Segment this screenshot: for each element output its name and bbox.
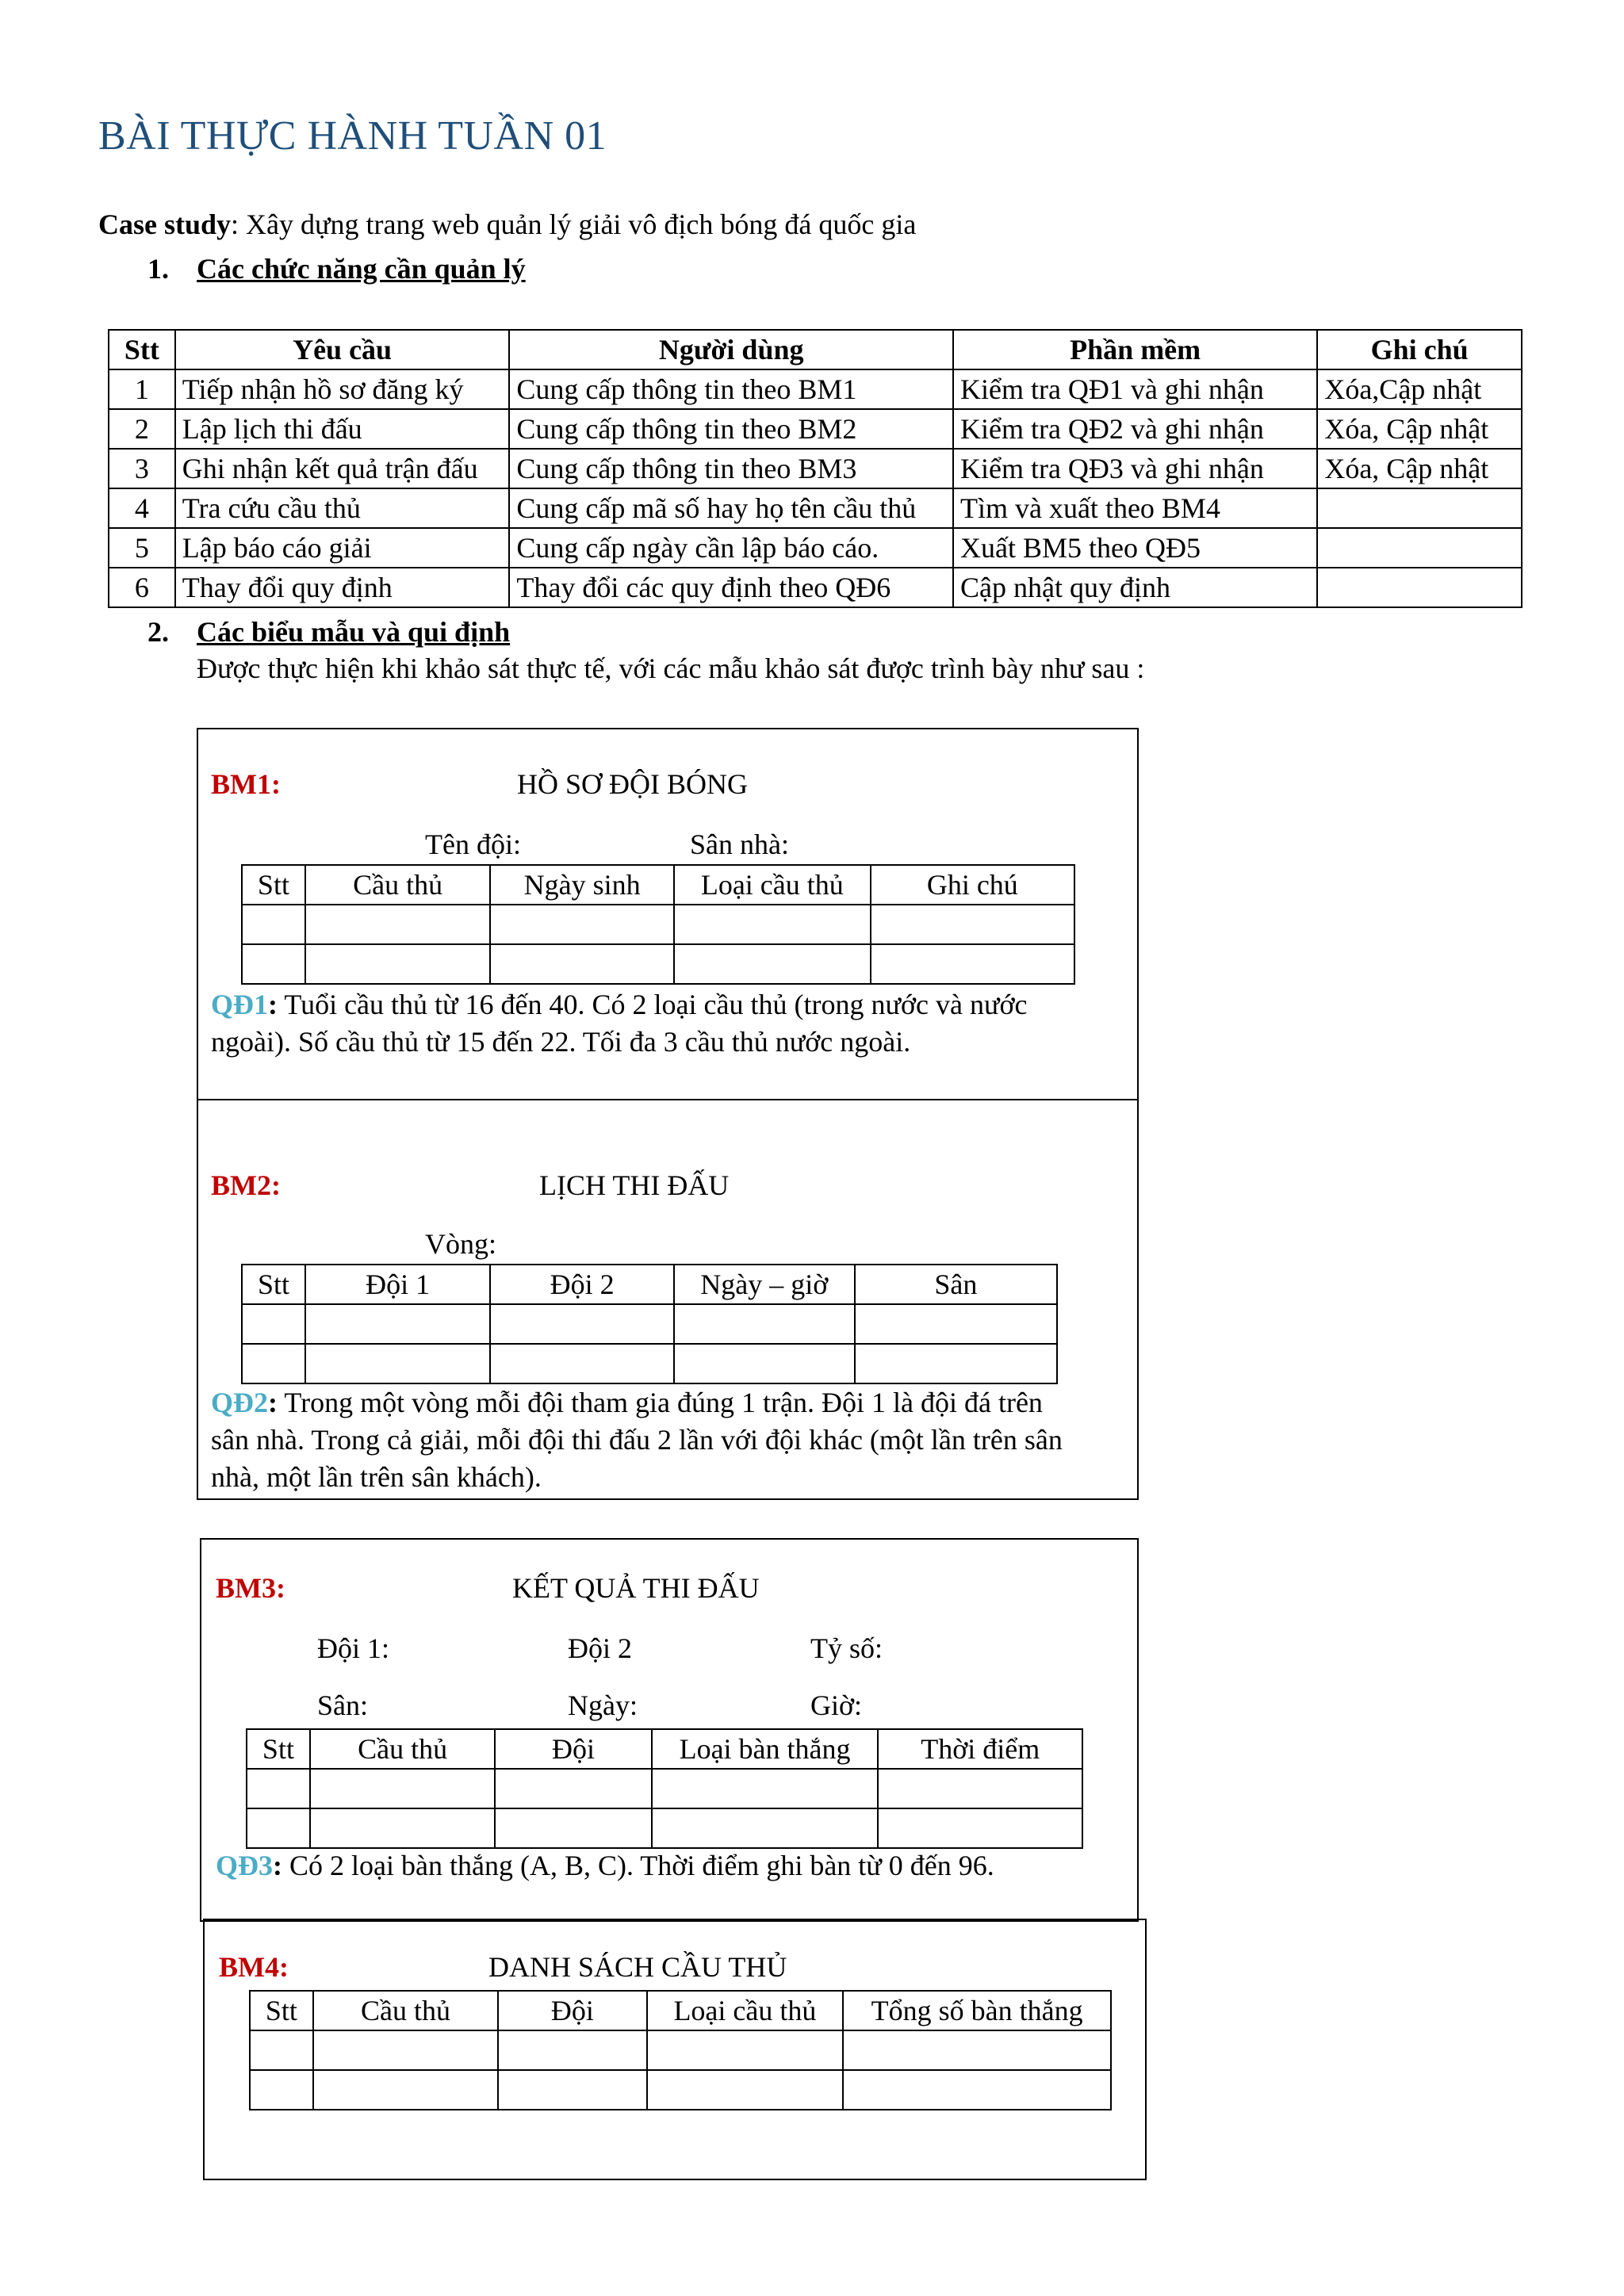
case-study-text: : Xây dựng trang web quản lý giải vô địch bóng đá quốc gia [231,209,917,240]
bm1-header-birthdate: Ngày sinh [490,865,674,905]
cell-nguoi-dung: Cung cấp ngày cần lập báo cáo. [509,528,953,568]
bm2-header-team1: Đội 1 [305,1265,490,1304]
bm4-header-total-goals: Tổng số bàn thắng [843,1991,1111,2030]
bm3-rule-colon: : [273,1850,282,1881]
section-1-heading [147,252,526,285]
header-yeu-cau: Yêu cầu [175,330,510,369]
bm2-rule-code: QĐ2 [211,1387,268,1418]
table-row [250,2070,1111,2110]
section-2-heading [147,615,510,649]
bm2-rule-line3: nhà, một lần trên sân khách). [211,1461,542,1493]
bm4-header-player-type: Loại cầu thủ [647,1991,844,2030]
header-ghi-chu: Ghi chú [1317,330,1522,369]
cell-phan-mem: Kiểm tra QĐ1 và ghi nhận [953,369,1317,409]
bm3-header-time: Thời điểm [878,1729,1082,1769]
bm3-field-team1: Đội 1: [317,1632,390,1664]
bm3-table [246,1728,1083,1849]
table-row [247,1769,1082,1808]
bm4-header-player: Cầu thủ [313,1991,498,2030]
header-phan-mem: Phần mềm [953,330,1317,369]
bm2-rule [211,1384,1131,1496]
bm4-header-team: Đội [498,1991,646,2030]
table-row [109,528,1522,568]
table-row [242,944,1074,984]
bm2-rule-colon: : [268,1387,278,1418]
bm1-title: HỒ SƠ ĐỘI BÓNG [517,768,749,800]
bm3-rule-line1: Có 2 loại bàn thắng (A, B, C). Thời điểm ghi bàn từ 0 đến 96. [282,1850,994,1881]
bm1-code: BM1: [211,768,281,800]
cell-phan-mem: Xuất BM5 theo QĐ5 [953,528,1317,568]
section-2-title: Các biểu mẫu và qui định [197,616,511,648]
bm4-table [249,1990,1112,2110]
table-row [242,905,1074,944]
cell-phan-mem: Tìm và xuất theo BM4 [953,488,1317,528]
bm2-header-stt: Stt [242,1265,305,1304]
section-1-title: Các chức năng cần quản lý [197,253,526,285]
cell-ghi-chu [1317,528,1522,568]
bm1-header-player-type: Loại cầu thủ [674,865,871,905]
bm3-field-time: Giờ: [810,1689,863,1721]
table-row [242,1304,1057,1344]
section-2-intro: Được thực hiện khi khảo sát thực tế, với các mẫu khảo sát được trình bày như sau : [197,652,1145,684]
bm3-header-row [247,1729,1082,1769]
bm3-field-team2: Đội 2 [568,1632,632,1664]
bm3-header-player: Cầu thủ [310,1729,495,1769]
bm1-header-note: Ghi chú [871,865,1074,905]
bm2-header-datetime: Ngày – giờ [674,1265,855,1304]
bm1-field-home-ground: Sân nhà: [690,828,789,860]
bm4-header-row [250,1991,1111,2030]
cell-yeu-cau: Tiếp nhận hồ sơ đăng ký [175,369,510,409]
bm3-code: BM3: [216,1572,285,1604]
bm1-header-stt: Stt [242,865,305,905]
cell-yeu-cau: Tra cứu cầu thủ [175,488,510,528]
page-title: BÀI THỰC HÀNH TUẦN 01 [98,113,607,159]
table-row [109,568,1522,607]
cell-stt: 5 [109,528,175,568]
cell-yeu-cau: Lập lịch thi đấu [175,409,510,449]
bm3-field-score: Tỷ số: [810,1632,883,1664]
bm3-header-team: Đội [495,1729,651,1769]
cell-ghi-chu: Xóa,Cập nhật [1317,369,1522,409]
cell-stt: 1 [109,369,175,409]
bm1-rule-line2: ngoài). Số cầu thủ từ 15 đến 22. Tối đa 3 cầu thủ nước ngoài. [211,1026,911,1058]
cell-stt: 3 [109,449,175,488]
bm3-field-stadium: Sân: [317,1689,369,1721]
cell-phan-mem: Kiểm tra QĐ3 và ghi nhận [953,449,1317,488]
bm1-rule [211,986,1131,1061]
cell-phan-mem: Cập nhật quy định [953,568,1317,607]
cell-ghi-chu: Xóa, Cập nhật [1317,449,1522,488]
bm2-header-stadium: Sân [855,1265,1057,1304]
bm2-rule-line2: sân nhà. Trong cả giải, mỗi đội thi đấu 2 lần với đội khác (một lần trên sân [211,1424,1063,1456]
bm2-header-team2: Đội 2 [490,1265,673,1304]
bm4-header-stt: Stt [250,1991,313,2030]
bm4-title: DANH SÁCH CẦU THỦ [488,1951,787,1983]
header-stt: Stt [109,330,175,369]
bm2-title: LỊCH THI ĐẤU [539,1169,730,1201]
bm2-rule-line1: Trong một vòng mỗi đội tham gia đúng 1 trận. Đội 1 là đội đá trên [278,1387,1043,1418]
cell-nguoi-dung: Cung cấp thông tin theo BM1 [509,369,953,409]
table-row [109,369,1522,409]
bm3-rule [216,1847,1128,1885]
cell-yeu-cau: Thay đổi quy định [175,568,510,607]
bm3-header-goal-type: Loại bàn thắng [652,1729,879,1769]
bm1-table [241,864,1075,985]
cell-nguoi-dung: Cung cấp thông tin theo BM2 [509,409,953,449]
cell-stt: 2 [109,409,175,449]
cell-ghi-chu [1317,488,1522,528]
bm1-rule-code: QĐ1 [211,989,268,1020]
cell-nguoi-dung: Cung cấp mã số hay họ tên cầu thủ [509,488,953,528]
table-row [242,1344,1057,1383]
bm2-table [241,1264,1058,1384]
cell-stt: 4 [109,488,175,528]
requirements-table [108,329,1522,608]
bm1-header-player: Cầu thủ [305,865,490,905]
case-study-label: Case study [98,209,232,240]
cell-nguoi-dung: Cung cấp thông tin theo BM3 [509,449,953,488]
table-row [250,2030,1111,2070]
bm2-code: BM2: [211,1169,281,1201]
cell-yeu-cau: Ghi nhận kết quả trận đấu [175,449,510,488]
header-nguoi-dung: Người dùng [509,330,953,369]
bm3-header-stt: Stt [247,1729,310,1769]
bm2-header-row [242,1265,1057,1304]
cell-ghi-chu: Xóa, Cập nhật [1317,409,1522,449]
bm3-title: KẾT QUẢ THI ĐẤU [512,1572,760,1604]
bm1-field-team-name: Tên đội: [425,828,521,860]
cell-yeu-cau: Lập báo cáo giải [175,528,510,568]
bm1-header-row [242,865,1074,905]
section-2-number: 2. [147,616,169,648]
cell-phan-mem: Kiểm tra QĐ2 và ghi nhận [953,409,1317,449]
cell-ghi-chu [1317,568,1522,607]
table-row [109,449,1522,488]
cell-stt: 6 [109,568,175,607]
case-study [98,208,916,241]
bm3-field-date: Ngày: [568,1689,638,1721]
section-1-number: 1. [147,253,169,285]
requirements-header-row [109,330,1522,369]
bm2-field-round: Vòng: [425,1228,496,1260]
bm3-rule-code: QĐ3 [216,1850,273,1881]
table-row [109,409,1522,449]
cell-nguoi-dung: Thay đổi các quy định theo QĐ6 [509,568,953,607]
bm1-rule-line1: Tuổi cầu thủ từ 16 đến 40. Có 2 loại cầu thủ (trong nước và nước [278,989,1028,1020]
bm1-rule-colon: : [268,989,278,1020]
table-row [247,1808,1082,1848]
table-row [109,488,1522,528]
bm4-code: BM4: [219,1951,289,1983]
